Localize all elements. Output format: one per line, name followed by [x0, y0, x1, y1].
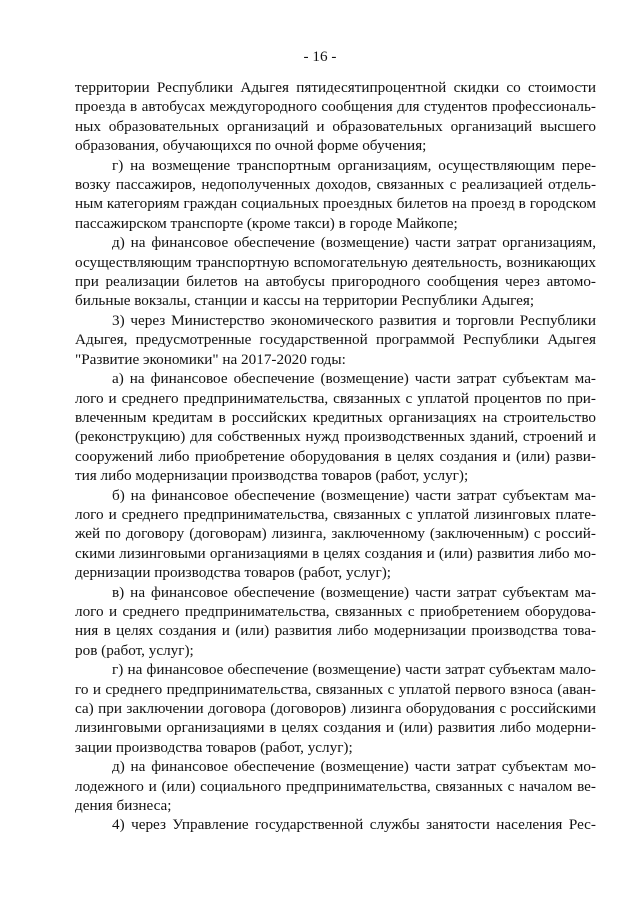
paragraph: [75, 583, 596, 661]
text-line: б) на финансовое обеспечение (возмещение) части затрат субъектам ма-: [112, 486, 596, 504]
paragraph: [75, 369, 596, 485]
text-line: ния в целях создания и (или) развития либо модернизации производства това-: [75, 622, 596, 640]
text-line: лого и среднего предпринимательства, связанных с приобретением оборудова-: [75, 602, 596, 620]
paragraph: [75, 757, 596, 815]
text-line: лого и среднего предпринимательства, связанных с уплатой процентов по при-: [75, 389, 596, 407]
text-line: в) на финансовое обеспечение (возмещение) части затрат субъектам ма-: [112, 583, 596, 601]
text-line: 4) через Управление государственной службы занятости населения Рес-: [112, 816, 596, 834]
text-line: го и среднего предпринимательства, связанных с уплатой первого взноса (аван-: [75, 680, 596, 698]
text-line: (реконструкцию) для собственных нужд производственных зданий, строений и: [75, 428, 596, 446]
text-line: зации производства товаров (работ, услуг);: [75, 738, 353, 756]
text-line: 3) через Министерство экономического развития и торговли Республики: [112, 311, 596, 329]
text-line: д) на финансовое обеспечение (возмещение) части затрат субъектам мо-: [112, 758, 596, 776]
text-line: дернизации производства товаров (работ, услуг);: [75, 564, 392, 582]
paragraph: [75, 156, 596, 234]
text-line: сооружений либо приобретение оборудования в целях создания и (или) разви-: [75, 447, 596, 465]
paragraph: [75, 815, 596, 834]
text-line: скими лизинговыми организациями в целях создания и (или) развития либо мо-: [75, 544, 596, 562]
text-line: осуществляющим транспортную вспомогательную деятельность, возникающих: [75, 253, 596, 271]
text-line: лизинговыми организациями в целях создания и (или) развития либо модерни-: [75, 719, 596, 737]
text-line: ным категориям граждан социальных проездных билетов на проезд в городском: [75, 195, 596, 213]
text-line: са) при заключении договора (договоров) лизинга оборудования с российскими: [75, 700, 596, 717]
text-line: жей по договору (договорам) лизинга, заключенному (заключенным) с россий-: [75, 525, 596, 543]
text-line: пассажирском транспорте (кроме такси) в городе Майкопе;: [75, 214, 458, 232]
paragraph: [75, 486, 596, 583]
paragraph: [75, 311, 596, 369]
text-line: влеченным кредитам в российских кредитных организациях на строительство: [75, 408, 596, 426]
text-line: при реализации билетов на автобусы пригородного сообщения через автомо-: [75, 273, 596, 291]
text-line: дения бизнеса;: [75, 797, 172, 815]
text-line: образования, обучающихся по очной форме обучения;: [75, 137, 427, 155]
text-line: г) на финансовое обеспечение (возмещение) части затрат субъектам мало-: [112, 661, 596, 679]
text-line: д) на финансовое обеспечение (возмещение) части затрат организациям,: [112, 234, 596, 252]
text-line: лого и среднего предпринимательства, связанных с уплатой лизинговых плате-: [75, 505, 596, 523]
text-line: возку пассажиров, недополученных доходов, связанных с реализацией отдель-: [75, 176, 596, 194]
paragraph: [75, 660, 596, 757]
text-line: тия либо модернизации производства товаров (работ, услуг);: [75, 467, 469, 485]
paragraph: [75, 233, 596, 311]
text-line: а) на финансовое обеспечение (возмещение) части затрат субъектам ма-: [112, 370, 596, 388]
text-line: проезда в автобусах междугородного сообщения для студентов профессиональ-: [75, 98, 596, 116]
page-number: - 16 -: [303, 48, 337, 65]
text-line: территории Республики Адыгея пятидесятипроцентной скидки со стоимости: [75, 79, 596, 96]
text-line: "Развитие экономики" на 2017-2020 годы:: [75, 350, 346, 368]
paragraph: [75, 78, 596, 156]
text-line: лодежного и (или) социального предпринимательства, связанных с началом ве-: [75, 777, 596, 795]
text-line: Адыгея, предусмотренные государственной программой Республики Адыгея: [75, 331, 596, 349]
text-line: ных образовательных организаций и образовательных организаций высшего: [75, 117, 596, 135]
text-line: г) на возмещение транспортным организациям, осуществляющим пере-: [112, 156, 596, 174]
text-line: ров (работ, услуг);: [75, 641, 194, 659]
text-line: бильные вокзалы, станции и кассы на территории Республики Адыгея;: [75, 292, 535, 310]
document-body: [75, 78, 596, 835]
